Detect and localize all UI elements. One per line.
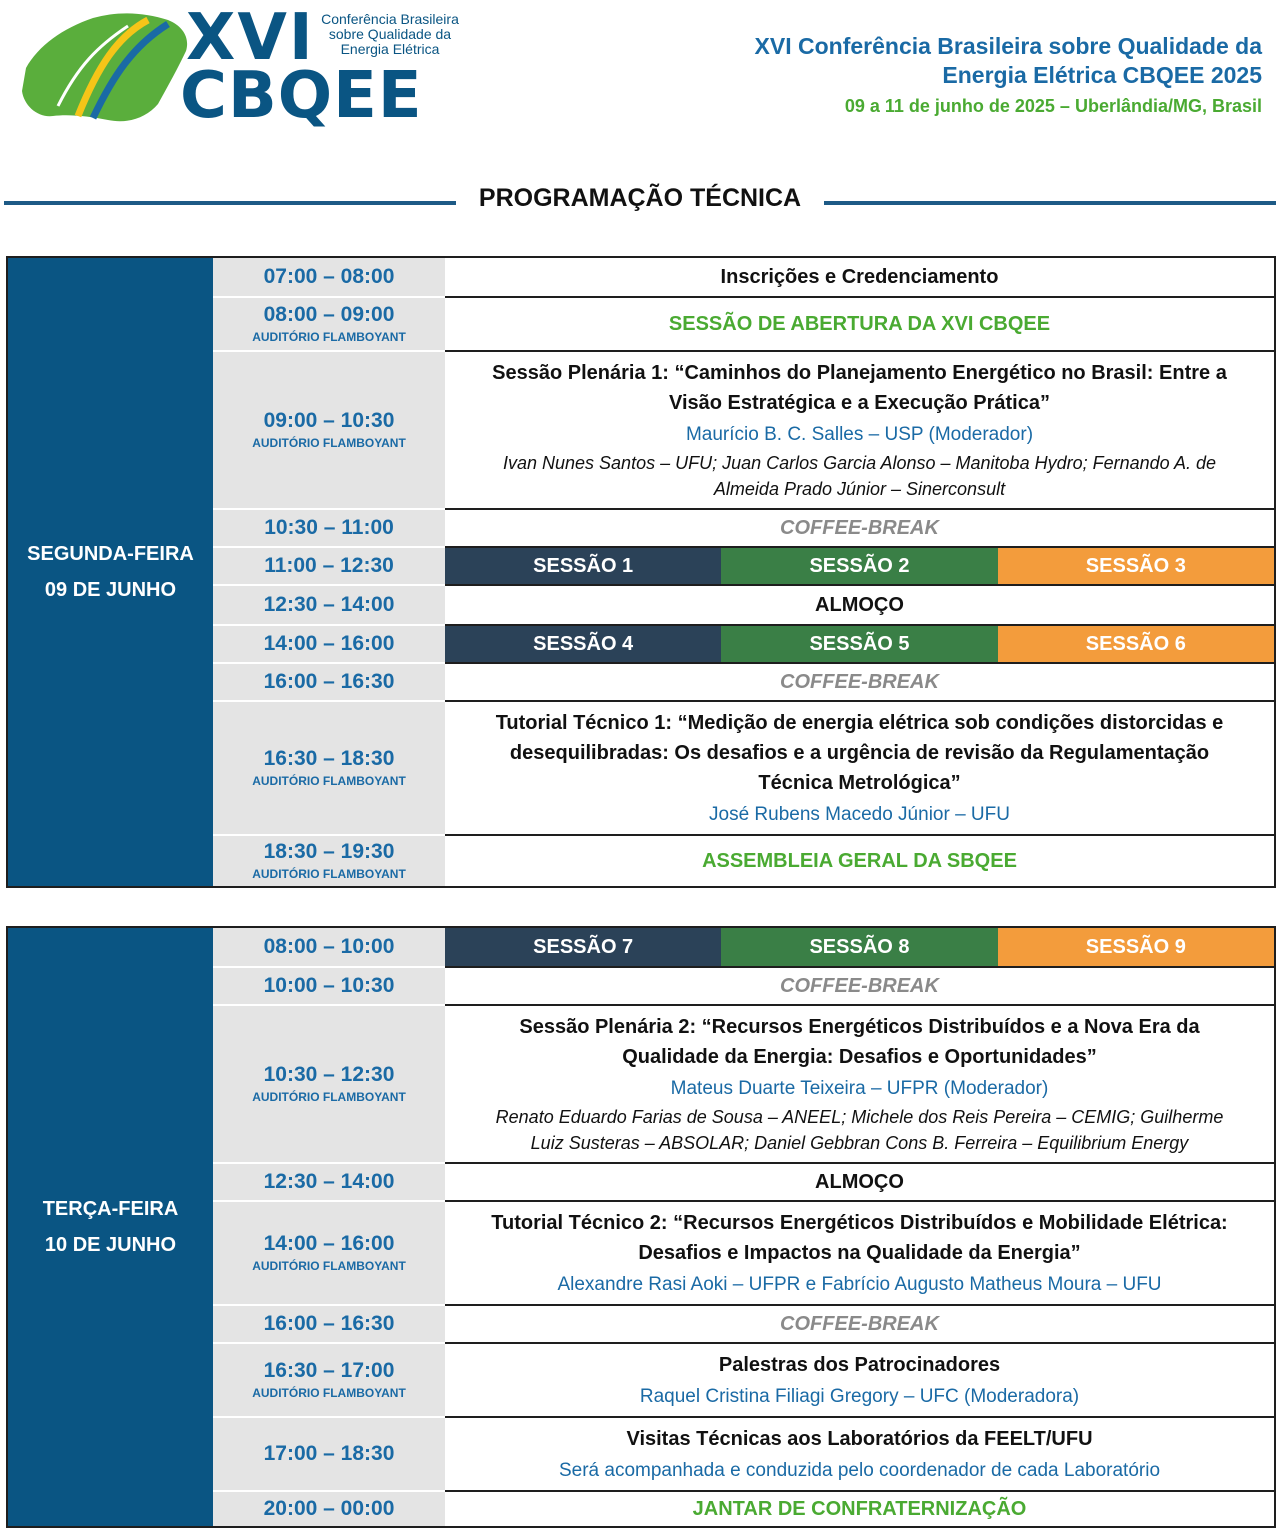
time-range: 10:30 – 11:00 (264, 516, 394, 539)
activity-cell (445, 1416, 1274, 1490)
schedule-row (213, 508, 1274, 546)
coffee-break: COFFEE-BREAK (780, 974, 939, 997)
cbqee-logo (18, 1, 468, 138)
title-line: Tutorial Técnico 1: “Medição de energia elétrica sob condições distorcidas e (495, 712, 1224, 734)
location-label: AUDITÓRIO FLAMBOYANT (252, 1386, 406, 1400)
activity-cell (445, 296, 1274, 350)
parallel-sessions (445, 928, 1274, 966)
time-range: 08:00 – 09:00 (263, 303, 395, 326)
time-cell (213, 1004, 445, 1162)
schedule-row (213, 584, 1274, 624)
title-line: Visão Estratégica e a Execução Prática” (669, 392, 1050, 414)
day-label (8, 258, 213, 886)
title-line: desequilibradas: Os desafios e a urgência de revisão da Regulamentação (509, 742, 1210, 764)
location-label: AUDITÓRIO FLAMBOYANT (252, 867, 406, 881)
schedule-row (213, 700, 1274, 834)
time-cell (213, 508, 445, 546)
schedule-row (213, 966, 1274, 1004)
time-cell (213, 1162, 445, 1200)
conference-title (755, 32, 1262, 90)
session-1: SESSÃO 1 (445, 548, 721, 584)
time-range: 07:00 – 08:00 (263, 265, 395, 288)
speaker: Alexandre Rasi Aoki – UFPR e Fabrício Augusto Matheus Moura – UFU (557, 1274, 1162, 1295)
schedule-row (213, 662, 1274, 700)
coffee-break: COFFEE-BREAK (780, 670, 939, 693)
time-range: 14:00 – 16:00 (263, 1232, 395, 1255)
time-cell (213, 584, 445, 624)
time-range: 10:30 – 12:30 (263, 1063, 395, 1086)
plenary-title (482, 358, 1237, 418)
time-range: 16:30 – 17:00 (263, 1359, 395, 1382)
coffee-break: COFFEE-BREAK (780, 516, 939, 539)
time-cell (213, 624, 445, 662)
session-2: SESSÃO 2 (721, 548, 997, 584)
conference-date-location: 09 a 11 de junho de 2025 – Uberlândia/MG, Brasil (844, 96, 1262, 116)
time-range: 12:30 – 14:00 (263, 593, 395, 616)
title-line: Sessão Plenária 1: “Caminhos do Planejamento Energético no Brasil: Entre a (492, 362, 1227, 384)
activity-cell (445, 1162, 1274, 1200)
time-cell (213, 966, 445, 1004)
activity-cell (445, 834, 1274, 886)
activity-cell (445, 662, 1274, 700)
participants-line: Almeida Prado Júnior – Sinerconsult (713, 479, 1006, 499)
time-range: 17:00 – 18:30 (263, 1442, 395, 1465)
schedule-row (213, 1162, 1274, 1200)
location-label: AUDITÓRIO FLAMBOYANT (252, 774, 406, 788)
session-4: SESSÃO 4 (445, 626, 721, 662)
activity-cell (445, 584, 1274, 624)
location-label: AUDITÓRIO FLAMBOYANT (252, 1259, 406, 1273)
activity-cell (445, 508, 1274, 546)
time-cell (213, 1304, 445, 1342)
conference-title-line: Energia Elétrica CBQEE 2025 (942, 62, 1262, 88)
activity-cell (445, 1200, 1274, 1304)
time-range: 10:00 – 10:30 (263, 974, 395, 997)
day-date: 09 DE JUNHO (44, 579, 177, 601)
time-range: 12:30 – 14:00 (263, 1170, 395, 1193)
brazil-map-icon (18, 6, 198, 126)
schedule-row (213, 624, 1274, 662)
participants-line: Renato Eduardo Farias de Sousa – ANEEL; Michele dos Reis Pereira – CEMIG; Guilherme (495, 1107, 1224, 1127)
location-label: AUDITÓRIO FLAMBOYANT (252, 330, 406, 344)
time-cell (213, 350, 445, 508)
time-range: 18:30 – 19:30 (263, 840, 395, 863)
time-cell (213, 700, 445, 834)
activity-title: ASSEMBLEIA GERAL DA SBQEE (702, 849, 1017, 872)
schedule-row (213, 1342, 1274, 1416)
schedule-row (213, 258, 1274, 296)
time-cell (213, 296, 445, 350)
logo-subtitle-line: sobre Qualidade da (328, 26, 452, 42)
schedule-row (213, 296, 1274, 350)
time-cell (213, 662, 445, 700)
tutorial-title (481, 1208, 1237, 1268)
activity-title: JANTAR DE CONFRATERNIZAÇÃO (692, 1497, 1027, 1520)
parallel-sessions (445, 546, 1274, 584)
time-range: 16:00 – 16:30 (263, 670, 395, 693)
session-6: SESSÃO 6 (998, 626, 1274, 662)
lunch: ALMOÇO (815, 593, 904, 616)
day-date: 10 DE JUNHO (44, 1234, 177, 1256)
day-schedule-monday (6, 256, 1276, 888)
activity-title: SESSÃO DE ABERTURA DA XVI CBQEE (668, 312, 1051, 335)
section-title (0, 184, 1280, 213)
activity-cell (445, 350, 1274, 508)
schedule-row (213, 1490, 1274, 1526)
location-label: AUDITÓRIO FLAMBOYANT (252, 436, 406, 450)
weekday: SEGUNDA-FEIRA (27, 543, 194, 565)
title-line: Técnica Metrológica” (758, 772, 961, 794)
session-8: SESSÃO 8 (721, 928, 997, 966)
logo-subtitle-line: Conferência Brasileira (321, 11, 459, 27)
title-line: Qualidade da Energia: Desafios e Oportunidades” (622, 1046, 1097, 1068)
logo-subtitle (310, 12, 470, 57)
time-range: 11:00 – 12:30 (264, 554, 394, 577)
time-cell (213, 546, 445, 584)
tutorial-title (486, 708, 1234, 798)
time-cell (213, 258, 445, 296)
activity-cell (445, 1490, 1274, 1526)
time-range: 16:00 – 16:30 (263, 1312, 395, 1335)
moderator: Mateus Duarte Teixeira – UFPR (Moderador) (670, 1078, 1049, 1099)
time-range: 14:00 – 16:00 (263, 632, 395, 655)
time-range: 08:00 – 10:00 (263, 935, 395, 958)
time-cell (213, 1416, 445, 1490)
activity-cell (445, 1342, 1274, 1416)
schedule-row (213, 1200, 1274, 1304)
schedule-row (213, 1004, 1274, 1162)
time-cell (213, 1490, 445, 1526)
time-range: 16:30 – 18:30 (263, 747, 395, 770)
participants-line: Ivan Nunes Santos – UFU; Juan Carlos Garcia Alonso – Manitoba Hydro; Fernando A. de (502, 453, 1217, 473)
time-cell (213, 834, 445, 886)
session-7: SESSÃO 7 (445, 928, 721, 966)
schedule-row (213, 1416, 1274, 1490)
activity-cell (445, 700, 1274, 834)
activity-cell (445, 1304, 1274, 1342)
parallel-sessions (445, 624, 1274, 662)
activity-cell (445, 1004, 1274, 1162)
lunch: ALMOÇO (815, 1170, 904, 1193)
logo-subtitle-line: Energia Elétrica (340, 41, 440, 57)
title-line: Tutorial Técnico 2: “Recursos Energéticos Distribuídos e Mobilidade Elétrica: (491, 1212, 1228, 1234)
participants (491, 450, 1228, 502)
logo-acronym: CBQEE (180, 59, 423, 133)
time-cell (213, 928, 445, 966)
activity-note: Será acompanhada e conduzida pelo coordenador de cada Laboratório (558, 1460, 1161, 1481)
participants (484, 1104, 1236, 1156)
location-label: AUDITÓRIO FLAMBOYANT (252, 1090, 406, 1104)
conference-title-line: XVI Conferência Brasileira sobre Qualidade da (754, 33, 1262, 59)
moderator: Maurício B. C. Salles – USP (Moderador) (685, 424, 1034, 445)
logo-roman-numeral: XVI (186, 1, 315, 75)
session-3: SESSÃO 3 (998, 548, 1274, 584)
schedule-row (213, 1304, 1274, 1342)
moderator: Raquel Cristina Filiagi Gregory – UFC (Moderadora) (639, 1386, 1080, 1407)
schedule-row (213, 928, 1274, 966)
title-line: Desafios e Impactos na Qualidade da Energia” (638, 1242, 1081, 1264)
session-5: SESSÃO 5 (721, 626, 997, 662)
time-cell (213, 1200, 445, 1304)
time-cell (213, 1342, 445, 1416)
plenary-title (509, 1012, 1209, 1072)
schedule-row (213, 350, 1274, 508)
time-range: 09:00 – 10:30 (263, 409, 395, 432)
day-label (8, 928, 213, 1526)
activity-cell (445, 258, 1274, 296)
schedule-row (213, 546, 1274, 584)
weekday: TERÇA-FEIRA (42, 1198, 179, 1220)
session-9: SESSÃO 9 (998, 928, 1274, 966)
day-schedule-tuesday (6, 926, 1276, 1528)
speaker: José Rubens Macedo Júnior – UFU (709, 804, 1010, 825)
activity-title: Inscrições e Credenciamento (720, 265, 999, 288)
activity-title: Palestras dos Patrocinadores (718, 1354, 1001, 1376)
schedule-row (213, 834, 1274, 886)
activity-cell (445, 966, 1274, 1004)
section-title-text: PROGRAMAÇÃO TÉCNICA (467, 184, 813, 212)
activity-title: Visitas Técnicas aos Laboratórios da FEELT/UFU (626, 1428, 1093, 1450)
participants-line: Luiz Susteras – ABSOLAR; Daniel Gebbran Cons B. Ferreira – Equilibrium Energy (530, 1133, 1189, 1153)
title-line: Sessão Plenária 2: “Recursos Energéticos Distribuídos e a Nova Era da (519, 1016, 1200, 1038)
coffee-break: COFFEE-BREAK (780, 1312, 939, 1335)
time-range: 20:00 – 00:00 (263, 1497, 395, 1520)
